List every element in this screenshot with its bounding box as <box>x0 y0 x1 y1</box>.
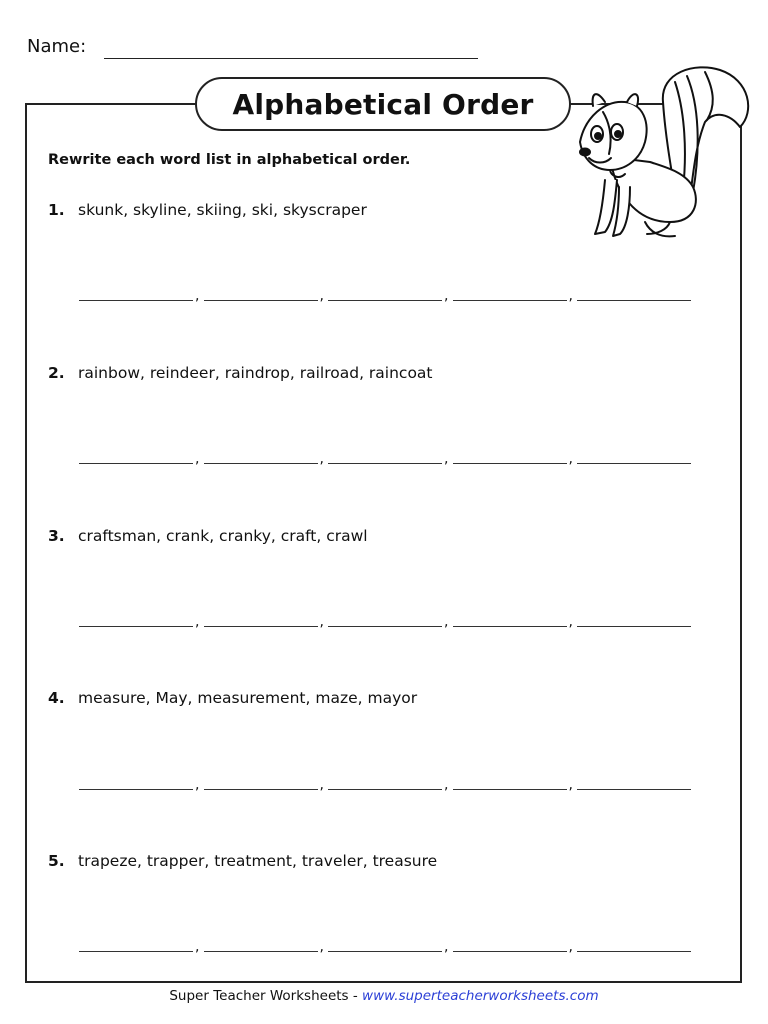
answer-separator: , <box>319 288 324 304</box>
answer-blank[interactable] <box>79 282 193 301</box>
answer-separator: , <box>444 939 449 955</box>
answer-separator: , <box>568 614 573 630</box>
problem-4 <box>48 689 417 707</box>
problem-3 <box>48 527 368 545</box>
word-list: measure, May, measurement, maze, mayor <box>78 689 418 707</box>
answer-blank[interactable] <box>204 771 318 790</box>
answer-separator: , <box>444 288 449 304</box>
problem-number: 2. <box>48 364 65 382</box>
answer-row-4 <box>79 771 691 791</box>
problem-1 <box>48 201 367 219</box>
answer-row-5 <box>79 933 691 953</box>
answer-separator: , <box>568 777 573 793</box>
answer-separator: , <box>319 777 324 793</box>
answer-separator: , <box>444 777 449 793</box>
answer-blank[interactable] <box>453 608 567 627</box>
title-banner <box>195 77 571 131</box>
word-list: trapeze, trapper, treatment, traveler, treasure <box>78 852 438 870</box>
answer-row-1 <box>79 282 691 302</box>
answer-blank[interactable] <box>328 771 442 790</box>
name-label: Name: <box>27 36 87 57</box>
instructions: Rewrite each word list in alphabetical order. <box>48 152 411 168</box>
answer-blank[interactable] <box>204 445 318 464</box>
problem-number: 5. <box>48 852 65 870</box>
answer-blank[interactable] <box>577 608 691 627</box>
answer-separator: , <box>444 451 449 467</box>
page-title: Alphabetical Order <box>232 87 534 121</box>
name-field-line[interactable] <box>104 58 478 59</box>
answer-blank[interactable] <box>328 445 442 464</box>
word-list: craftsman, crank, cranky, craft, crawl <box>78 527 368 545</box>
answer-separator: , <box>319 939 324 955</box>
problem-number: 1. <box>48 201 65 219</box>
name-row <box>27 36 86 57</box>
word-list: rainbow, reindeer, raindrop, railroad, raincoat <box>78 364 433 382</box>
answer-blank[interactable] <box>328 608 442 627</box>
answer-blank[interactable] <box>204 608 318 627</box>
answer-blank[interactable] <box>79 771 193 790</box>
problem-2 <box>48 364 433 382</box>
footer-text: Super Teacher Worksheets - <box>169 988 363 1004</box>
answer-row-3 <box>79 608 691 628</box>
answer-separator: , <box>319 614 324 630</box>
answer-separator: , <box>195 777 200 793</box>
answer-blank[interactable] <box>204 933 318 952</box>
answer-separator: , <box>319 451 324 467</box>
problem-5 <box>48 852 437 870</box>
answer-blank[interactable] <box>328 282 442 301</box>
answer-blank[interactable] <box>204 282 318 301</box>
problem-number: 3. <box>48 527 65 545</box>
answer-blank[interactable] <box>328 933 442 952</box>
answer-separator: , <box>444 614 449 630</box>
answer-blank[interactable] <box>79 445 193 464</box>
answer-blank[interactable] <box>577 933 691 952</box>
answer-row-2 <box>79 445 691 465</box>
answer-blank[interactable] <box>453 933 567 952</box>
answer-blank[interactable] <box>79 608 193 627</box>
footer-link[interactable]: www.superteacherworksheets.com <box>362 988 599 1004</box>
problem-number: 4. <box>48 689 65 707</box>
answer-blank[interactable] <box>79 933 193 952</box>
answer-separator: , <box>195 288 200 304</box>
answer-separator: , <box>568 288 573 304</box>
answer-blank[interactable] <box>577 771 691 790</box>
footer <box>0 988 768 1004</box>
answer-separator: , <box>195 939 200 955</box>
answer-separator: , <box>195 614 200 630</box>
word-list: skunk, skyline, skiing, ski, skyscraper <box>78 201 367 219</box>
answer-blank[interactable] <box>453 445 567 464</box>
answer-separator: , <box>568 939 573 955</box>
answer-separator: , <box>195 451 200 467</box>
answer-blank[interactable] <box>577 282 691 301</box>
answer-blank[interactable] <box>577 445 691 464</box>
answer-separator: , <box>568 451 573 467</box>
answer-blank[interactable] <box>453 771 567 790</box>
skunk-icon <box>575 62 755 244</box>
answer-blank[interactable] <box>453 282 567 301</box>
